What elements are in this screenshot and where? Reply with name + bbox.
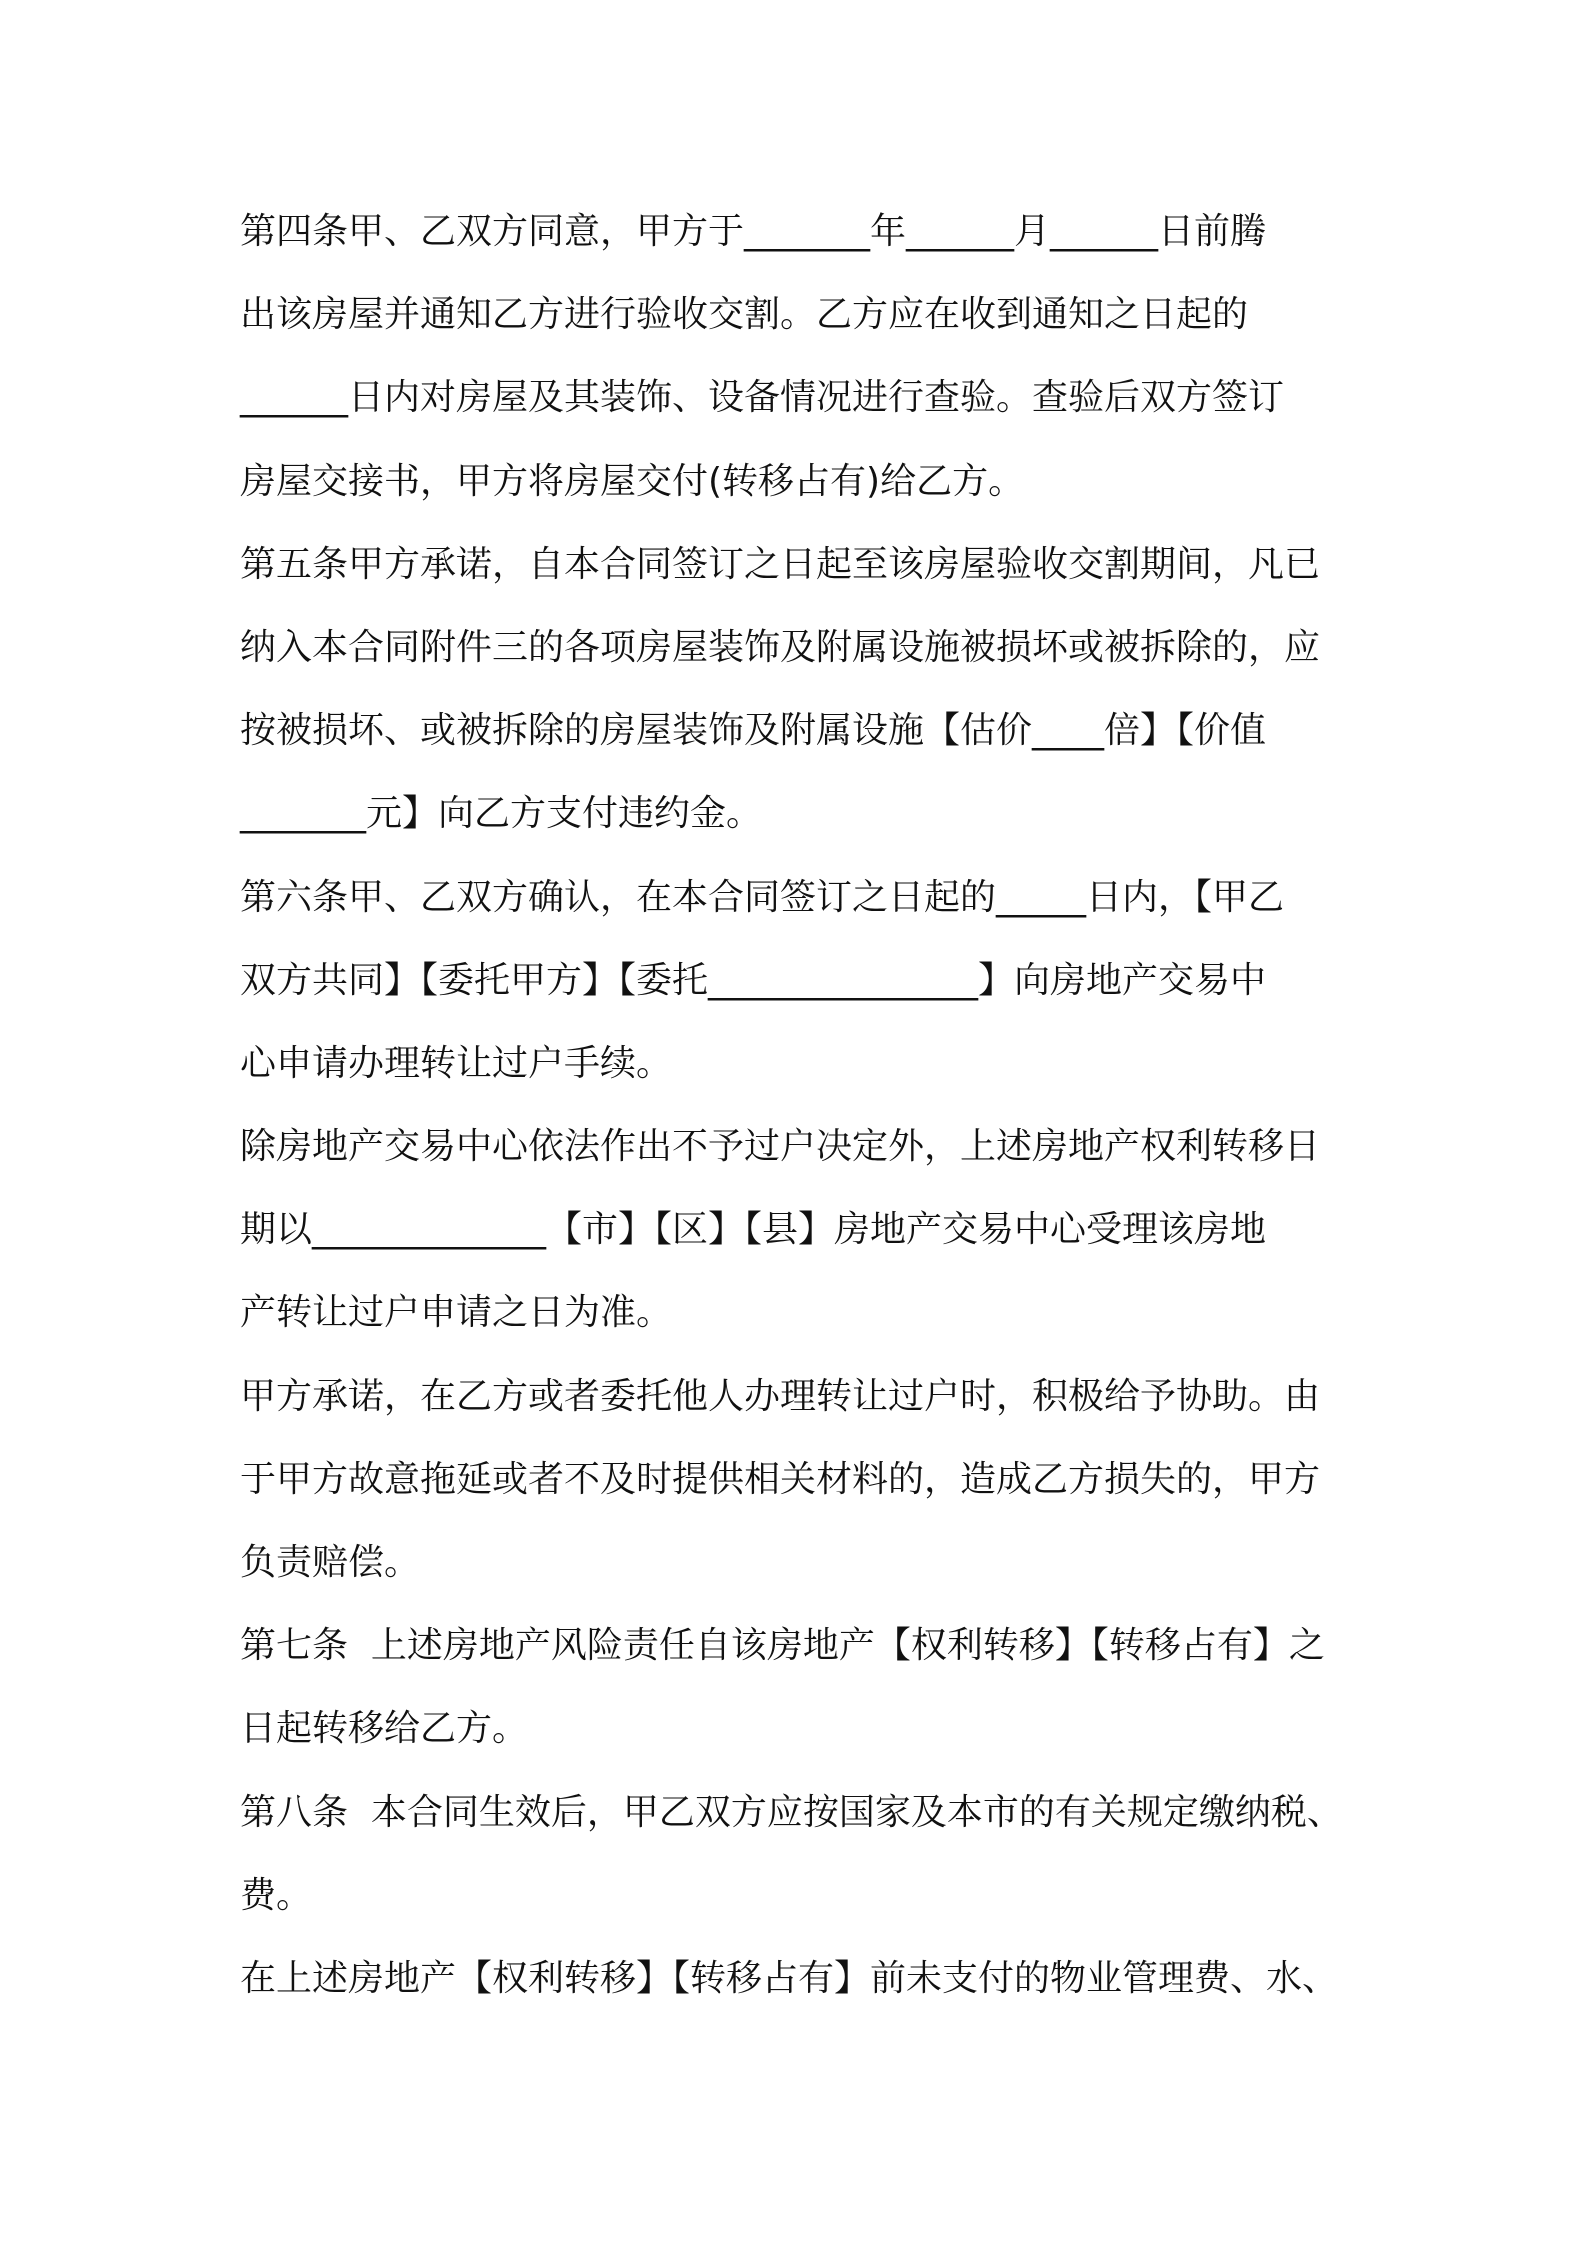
text-line: _______元】向乙方支付违约金。: [240, 793, 763, 835]
text-line: 纳入本合同附件三的各项房屋装饰及附属设施被损坏或被拆除的，应: [240, 626, 1321, 668]
text-line: 双方共同】【委托甲方】【委托_______________】向房地产交易中: [240, 959, 1267, 1001]
text-line: 甲方承诺，在乙方或者委托他人办理转让过户时，积极给予协助。由: [240, 1375, 1321, 1417]
text-line: ______日内对房屋及其装饰、设备情况进行查验。查验后双方签订: [240, 377, 1285, 419]
text-line: 于甲方故意拖延或者不及时提供相关材料的，造成乙方损失的，甲方: [240, 1458, 1321, 1500]
text-line: 日起转移给乙方。: [240, 1708, 529, 1750]
text-line: 第五条甲方承诺，自本合同签订之日起至该房屋验收交割期间，凡已: [240, 543, 1321, 585]
text-line: 期以_____________【市】【区】【县】房地产交易中心受理该房地: [240, 1209, 1267, 1251]
text-line: 第七条 上述房地产风险责任自该房地产【权利转移】【转移占有】之: [240, 1625, 1325, 1667]
text-line: 房屋交接书，甲方将房屋交付(转移占有)给乙方。: [240, 460, 1025, 502]
text-line: 产转让过户申请之日为准。: [240, 1292, 673, 1334]
text-line: 按被损坏、或被拆除的房屋装饰及附属设施【估价____倍】【价值: [240, 710, 1267, 752]
text-line: 费。: [240, 1874, 313, 1916]
text-line: 负责赔偿。: [240, 1542, 421, 1583]
text-line: 心申请办理转让过户手续。: [240, 1042, 673, 1084]
text-line: 第六条甲、乙双方确认，在本合同签订之日起的_____日内，【甲乙: [240, 876, 1285, 918]
text-line: 出该房屋并通知乙方进行验收交割。乙方应在收到通知之日起的: [240, 294, 1249, 336]
text-line: 除房地产交易中心依法作出不予过户决定外，上述房地产权利转移日: [240, 1126, 1321, 1168]
document-body: [240, 190, 1360, 2020]
text-line: 在上述房地产【权利转移】【转移占有】前未支付的物业管理费、水、: [240, 1957, 1339, 1999]
text-line: 第八条 本合同生效后，甲乙双方应按国家及本市的有关规定缴纳税、: [240, 1791, 1343, 1833]
text-line: 第四条甲、乙双方同意，甲方于_______年______月______日前腾: [240, 211, 1267, 252]
